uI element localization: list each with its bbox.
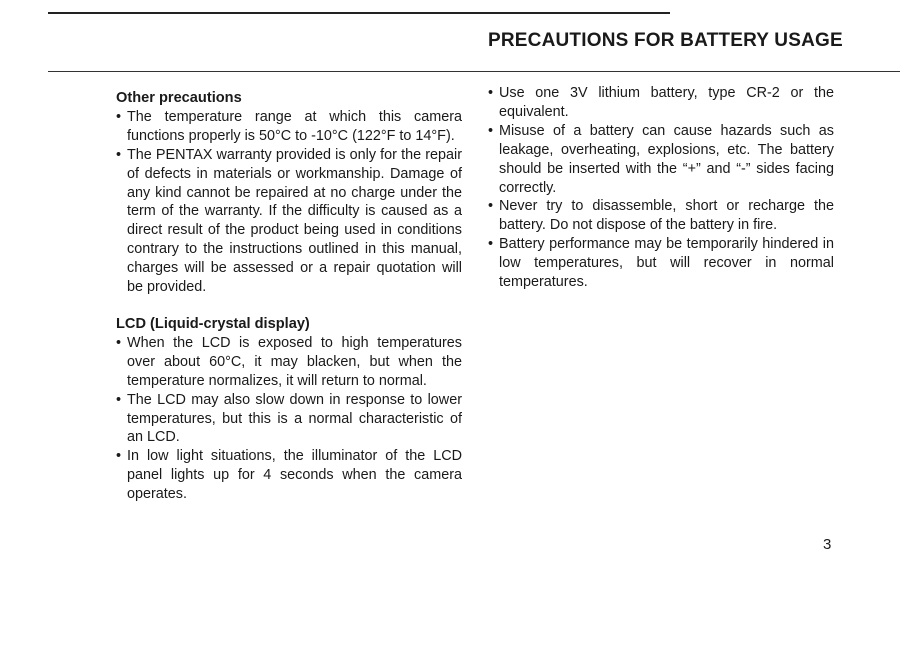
left-column <box>116 89 462 504</box>
list-item: • Never try to disassemble, short or recharge the battery. Do not dispose of the battery in fire. <box>488 197 834 235</box>
right-column <box>488 84 834 292</box>
section-spacer <box>116 297 462 315</box>
lcd-precautions-list <box>116 334 462 504</box>
list-item: • In low light situations, the illuminator of the LCD panel lights up for 4 seconds when the camera operates. <box>116 447 462 504</box>
section-heading-other-precautions: Other precautions <box>116 90 242 106</box>
list-item: • Misuse of a battery can cause hazards such as leakage, overheating, explosions, etc. The battery should be inserted with the “+” and “-” sides facing correctly. <box>488 122 834 198</box>
section-heading-lcd: LCD (Liquid-crystal display) <box>116 315 310 332</box>
list-item: • Battery performance may be temporarily hindered in low temperatures, but will recover in normal temperatures. <box>488 235 834 292</box>
list-item: • When the LCD is exposed to high temperatures over about 60°C, it may blacken, but when the temperature normalizes, it will return to normal. <box>116 334 462 391</box>
list-item: • The LCD may also slow down in response to lower temperatures, but this is a normal characteristic of an LCD. <box>116 391 462 448</box>
top-rule <box>48 12 670 14</box>
list-item: • The temperature range at which this camera functions properly is 50°C to -10°C (122°F to 14°F). <box>116 108 462 146</box>
header-divider <box>48 71 900 72</box>
list-item: • The PENTAX warranty provided is only for the repair of defects in materials or workmanship. Damage of any kind cannot be repaired at no charge under the term of the warranty. If the difficulty is caused as a direct result of the product being used in conditions contrary to the instructions outlined in this manual, charges will be assessed or a repair quotation will be provided. <box>116 146 462 297</box>
page-title: PRECAUTIONS FOR BATTERY USAGE <box>488 30 843 51</box>
battery-usage-list <box>488 84 834 292</box>
page-number: 3 <box>823 536 832 553</box>
other-precautions-list <box>116 108 462 297</box>
list-item: • Use one 3V lithium battery, type CR-2 or the equivalent. <box>488 84 834 122</box>
